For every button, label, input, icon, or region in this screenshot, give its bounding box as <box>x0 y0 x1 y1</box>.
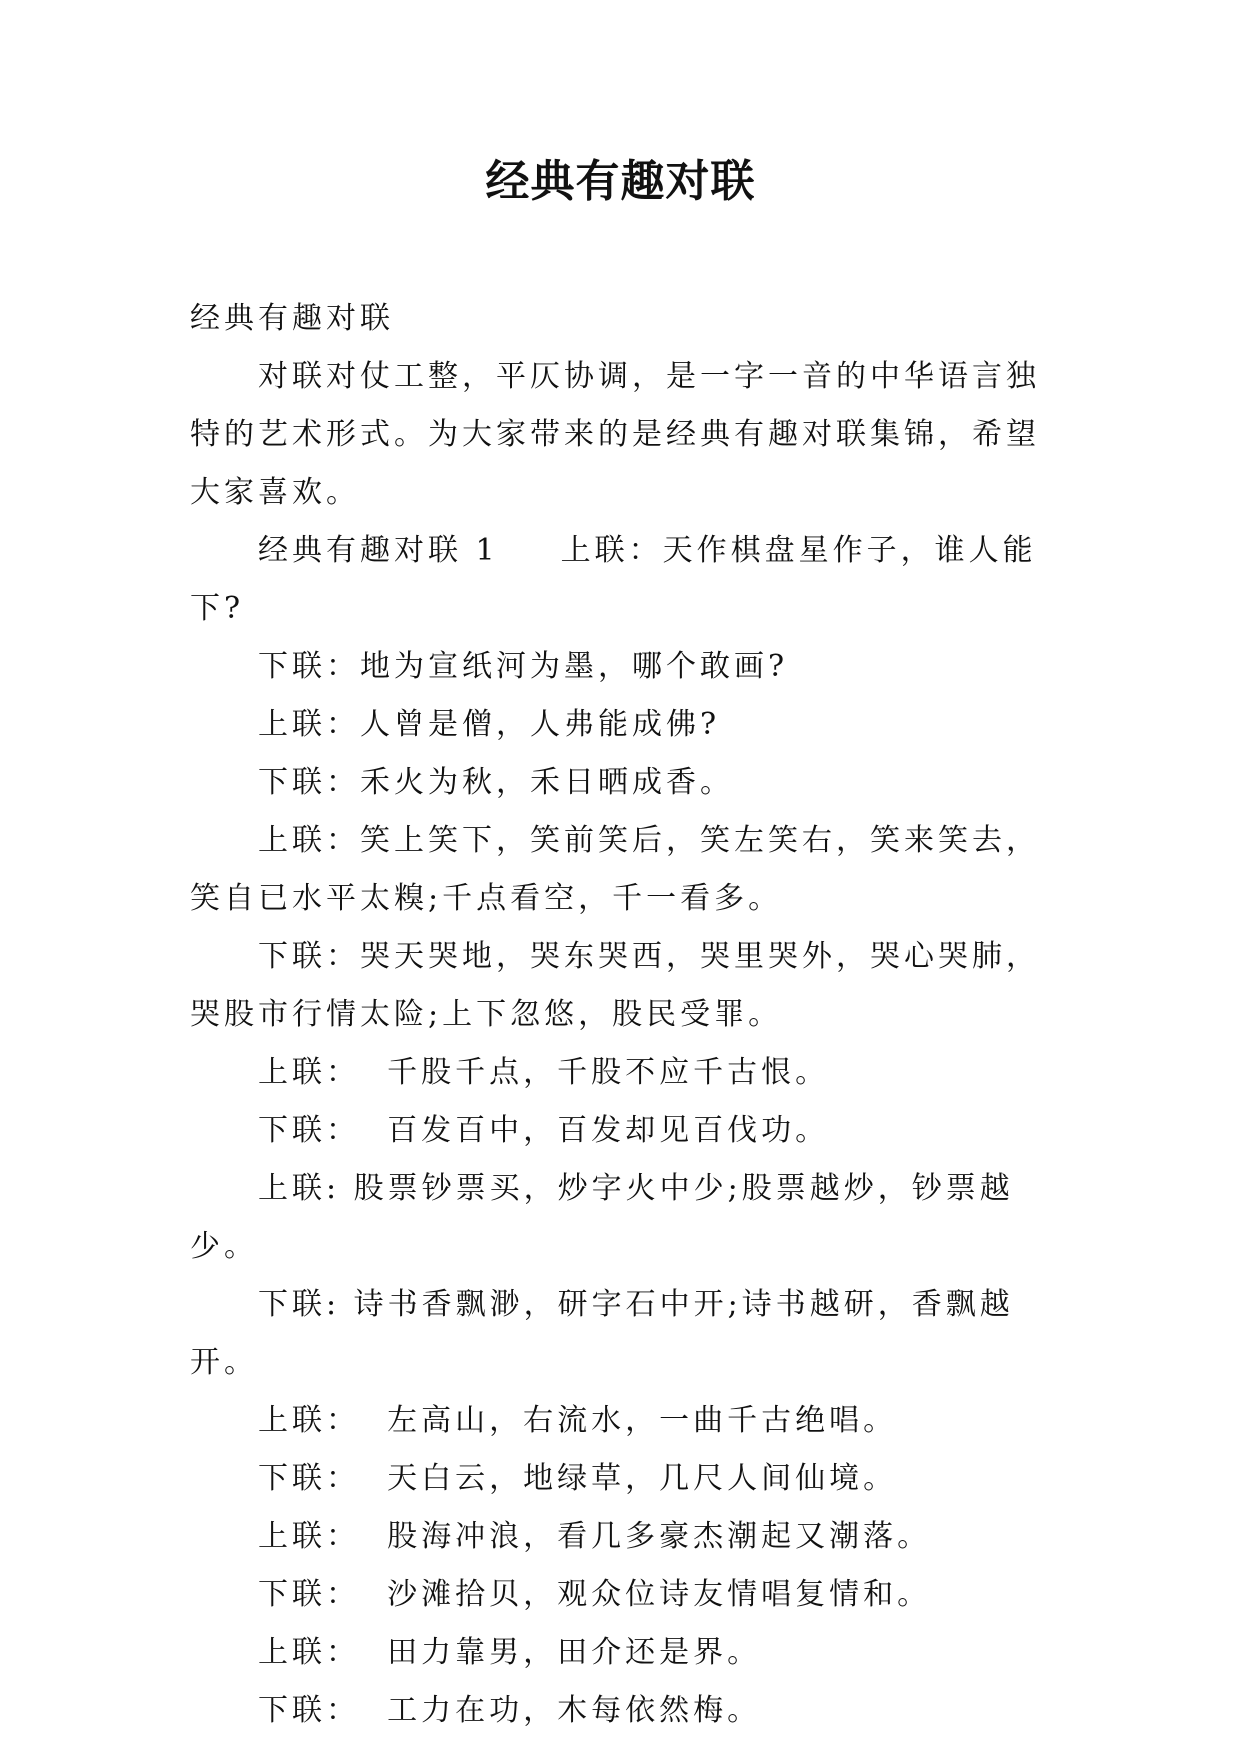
section-heading: 经典有趣对联 1 <box>258 533 499 568</box>
couplet-line: 上联： 千股千点，千股不应千古恨。 <box>258 1055 830 1090</box>
document-subtitle: 经典有趣对联 <box>190 301 394 336</box>
couplet-line: 上联： 田力靠男，田介还是界。 <box>258 1635 762 1670</box>
couplet-line: 下联： 天白云，地绿草，几尺人间仙境。 <box>258 1461 898 1496</box>
couplet-line: 下联： 沙滩拾贝，观众位诗友情唱复情和。 <box>258 1577 932 1612</box>
couplet-line: 上联： 左高山，右流水，一曲千古绝唱。 <box>258 1403 898 1438</box>
intro-paragraph: 对联对仗工整，平仄协调，是一字一音的中华语言独特的艺术形式。为大家带来的是经典有趣对联集锦，希望大家喜欢。 <box>190 359 1040 510</box>
couplet-line: 下联：地为宣纸河为墨，哪个敢画? <box>258 649 789 684</box>
couplet-line: 上联：天作棋盘星作子，谁人能下? <box>190 533 1037 626</box>
couplet-line: 下联： 百发百中，百发却见百伐功。 <box>258 1113 830 1148</box>
document-title: 经典有趣对联 <box>485 156 756 207</box>
couplet-line: 下联：哭天哭地，哭东哭西，哭里哭外，哭心哭肺，哭股市行情太险;上下忽悠，股民受罪。 <box>190 939 1040 1032</box>
couplet-line: 上联: 股票钞票买，炒字火中少;股票越炒，钞票越少。 <box>190 1171 1014 1264</box>
document-body <box>190 290 1070 1740</box>
couplet-line: 下联：禾火为秋，禾日晒成香。 <box>258 765 734 800</box>
couplet-line: 下联： 工力在功，木每依然梅。 <box>258 1693 762 1728</box>
section-first-row <box>190 522 1070 638</box>
couplet-line: 下联: 诗书香飘渺，研字石中开;诗书越研，香飘越开。 <box>190 1287 1014 1380</box>
couplet-line: 上联：笑上笑下，笑前笑后，笑左笑右，笑来笑去，笑自已水平太糗;千点看空，千一看多。 <box>190 823 1040 916</box>
couplet-line: 上联：人曾是僧，人弗能成佛? <box>258 707 721 742</box>
couplet-line: 上联： 股海冲浪，看几多豪杰潮起又潮落。 <box>258 1519 932 1554</box>
